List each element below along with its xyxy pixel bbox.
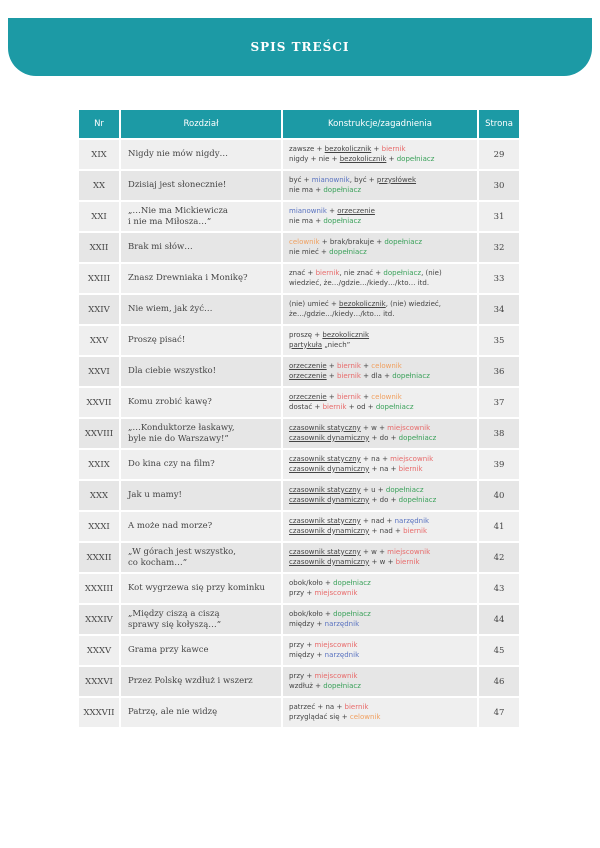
header-page: Strona <box>479 110 519 138</box>
construction-segment: orzeczenie <box>289 392 327 401</box>
page-number: 32 <box>479 233 519 262</box>
construction-line <box>289 217 477 227</box>
page-number: 35 <box>479 326 519 355</box>
header-nr: Nr <box>79 110 119 138</box>
construction-segment: przysłówek <box>376 175 417 184</box>
constructions-cell <box>283 295 477 324</box>
construction-segment: narzędnik <box>394 516 430 525</box>
construction-segment: + w + <box>360 423 388 432</box>
construction-line <box>289 341 477 351</box>
chapter-title-line: Kot wygrzewa się przy kominku <box>128 583 265 594</box>
construction-line <box>289 620 477 630</box>
construction-segment: czasownik dynamiczny <box>289 433 370 442</box>
construction-segment: biernik <box>398 464 423 473</box>
construction-segment: dopełniacz <box>329 247 367 256</box>
constructions-cell <box>283 698 477 727</box>
construction-line <box>289 279 477 289</box>
construction-segment: dopełniacz <box>398 495 437 504</box>
chapter-title-line: Brak mi słów… <box>128 242 193 253</box>
constructions-cell <box>283 512 477 541</box>
construction-segment: przyglądać się + <box>289 712 350 721</box>
construction-line <box>289 465 477 475</box>
chapter-title-line: i nie ma Miłosza…” <box>128 216 212 227</box>
construction-segment: czasownik dynamiczny <box>289 526 370 535</box>
construction-segment: + <box>360 361 372 370</box>
construction-segment: , (nie) wiedzieć, <box>385 299 441 308</box>
construction-segment: biernik <box>403 526 428 535</box>
construction-segment: + <box>326 361 337 370</box>
chapter-title-line: Grama przy kawce <box>128 645 209 656</box>
construction-segment: bezokolicznik <box>322 330 370 339</box>
construction-segment: dopełniacz <box>392 371 430 380</box>
construction-segment: miejscownik <box>314 640 358 649</box>
chapter-number: XXIV <box>79 295 119 324</box>
construction-segment: biernik <box>315 268 340 277</box>
construction-segment: biernik <box>337 361 361 370</box>
construction-segment: wiedzieć, że…/gdzie…/kiedy…/kto… itd. <box>289 278 430 287</box>
constructions-cell <box>283 419 477 448</box>
page-title: SPIS TREŚCI <box>250 40 350 54</box>
construction-segment: biernik <box>337 392 361 401</box>
construction-segment: partykuła <box>289 340 323 349</box>
table-row <box>79 512 519 541</box>
chapter-number: XXVIII <box>79 419 119 448</box>
construction-segment: bezokolicznik <box>339 154 387 163</box>
chapter-number: XXXII <box>79 543 119 572</box>
header-constructions: Konstrukcje/zagadnienia <box>283 110 477 138</box>
page-number: 41 <box>479 512 519 541</box>
table-row <box>79 388 519 417</box>
construction-segment: + <box>326 371 337 380</box>
construction-segment: + nad + <box>360 516 395 525</box>
construction-segment: + u + <box>360 485 386 494</box>
page-number: 29 <box>479 140 519 169</box>
chapter-number: XXV <box>79 326 119 355</box>
construction-segment: obok/koło + <box>289 609 334 618</box>
construction-line <box>289 269 477 279</box>
constructions-cell <box>283 543 477 572</box>
constructions-cell <box>283 357 477 386</box>
construction-segment: + do + <box>369 433 399 442</box>
chapter-title <box>121 481 281 510</box>
construction-line <box>289 703 477 713</box>
constructions-cell <box>283 326 477 355</box>
table-row <box>79 574 519 603</box>
table-header-row <box>79 110 519 138</box>
page-number: 34 <box>479 295 519 324</box>
construction-line <box>289 455 477 465</box>
construction-segment: czasownik dynamiczny <box>289 495 370 504</box>
page-number: 45 <box>479 636 519 665</box>
construction-segment: + do + <box>369 495 399 504</box>
table-of-contents <box>77 108 521 729</box>
construction-line <box>289 548 477 558</box>
chapter-title <box>121 264 281 293</box>
construction-segment: miejscownik <box>314 671 358 680</box>
table-row <box>79 140 519 169</box>
constructions-cell <box>283 264 477 293</box>
construction-segment: dostać + <box>289 402 323 411</box>
chapter-title <box>121 233 281 262</box>
construction-segment: celownik <box>349 712 381 721</box>
construction-segment: + nad + <box>369 526 404 535</box>
construction-segment: patrzeć + na + <box>289 702 345 711</box>
constructions-cell <box>283 574 477 603</box>
construction-segment: , (nie) <box>421 268 442 277</box>
construction-segment: dopełniacz <box>323 681 361 690</box>
construction-segment: celownik <box>371 361 402 370</box>
construction-segment: orzeczenie <box>289 371 327 380</box>
chapter-title-line: co kocham…” <box>128 557 188 568</box>
page-number: 39 <box>479 450 519 479</box>
chapter-title <box>121 574 281 603</box>
construction-segment: celownik <box>289 237 320 246</box>
construction-segment: obok/koło + <box>289 578 334 587</box>
construction-line <box>289 610 477 620</box>
construction-line <box>289 641 477 651</box>
construction-segment: , nie znać + <box>339 268 384 277</box>
page-number: 47 <box>479 698 519 727</box>
table-row <box>79 171 519 200</box>
chapter-title-line: Dla ciebie wszystko! <box>128 366 217 377</box>
constructions-cell <box>283 171 477 200</box>
construction-segment: czasownik statyczny <box>289 547 361 556</box>
construction-segment: + na + <box>369 464 399 473</box>
construction-line <box>289 713 477 723</box>
construction-segment: biernik <box>381 144 406 153</box>
construction-segment: nie ma + <box>289 216 324 225</box>
construction-segment: dopełniacz <box>323 216 362 225</box>
chapter-number: XXI <box>79 202 119 231</box>
table-row <box>79 667 519 696</box>
constructions-cell <box>283 667 477 696</box>
construction-segment: + brak/brakuje + <box>319 237 385 246</box>
page-number: 38 <box>479 419 519 448</box>
chapter-number: XIX <box>79 140 119 169</box>
construction-line <box>289 579 477 589</box>
construction-line <box>289 651 477 661</box>
chapter-title <box>121 512 281 541</box>
chapter-number: XXX <box>79 481 119 510</box>
chapter-number: XXVI <box>79 357 119 386</box>
constructions-cell <box>283 481 477 510</box>
chapter-number: XXIX <box>79 450 119 479</box>
construction-segment: dopełniacz <box>383 268 422 277</box>
construction-segment: czasownik statyczny <box>289 454 361 463</box>
chapter-number: XXXI <box>79 512 119 541</box>
construction-line <box>289 207 477 217</box>
chapter-title-line: „Między ciszą a ciszą <box>128 608 220 619</box>
chapter-title <box>121 326 281 355</box>
construction-segment: dopełniacz <box>396 154 435 163</box>
construction-segment: orzeczenie <box>337 206 375 215</box>
chapter-title-line: „…Nie ma Mickiewicza <box>128 205 229 216</box>
chapter-title-line: Do kina czy na film? <box>128 459 215 470</box>
construction-line <box>289 672 477 682</box>
construction-segment: przy + <box>289 671 315 680</box>
construction-line <box>289 558 477 568</box>
construction-line <box>289 403 477 413</box>
construction-segment: czasownik dynamiczny <box>289 464 370 473</box>
chapter-title-line: „…Konduktorze łaskawy, <box>128 422 235 433</box>
construction-segment: nie ma + <box>289 185 324 194</box>
page-number: 43 <box>479 574 519 603</box>
page-number: 31 <box>479 202 519 231</box>
construction-line <box>289 362 477 372</box>
chapter-title-line: Komu zrobić kawę? <box>128 397 212 408</box>
construction-segment: czasownik dynamiczny <box>289 557 370 566</box>
construction-line <box>289 424 477 434</box>
construction-segment: bezokolicznik <box>324 144 372 153</box>
construction-segment: + w + <box>360 547 388 556</box>
construction-segment: dopełniacz <box>333 609 371 618</box>
construction-segment: czasownik statyczny <box>289 485 361 494</box>
construction-segment: + <box>371 144 382 153</box>
construction-line <box>289 176 477 186</box>
construction-segment: miejscownik <box>390 454 434 463</box>
construction-segment: + od + <box>346 402 376 411</box>
construction-line <box>289 589 477 599</box>
chapter-number: XXVII <box>79 388 119 417</box>
page-number: 37 <box>479 388 519 417</box>
construction-segment: dopełniacz <box>323 185 362 194</box>
chapter-title-line: sprawy się kołyszą…” <box>128 619 222 630</box>
constructions-cell <box>283 605 477 634</box>
table-row <box>79 326 519 355</box>
page-number: 46 <box>479 667 519 696</box>
chapter-title <box>121 357 281 386</box>
construction-line <box>289 300 477 310</box>
chapter-title-line: byle nie do Warszawy!” <box>128 433 229 444</box>
construction-segment: znać + <box>289 268 316 277</box>
chapter-title-line: A może nad morze? <box>128 521 213 532</box>
construction-line <box>289 145 477 155</box>
chapter-title-line: Patrzę, ale nie widzę <box>128 707 218 718</box>
page-number: 40 <box>479 481 519 510</box>
table-row <box>79 202 519 231</box>
construction-line <box>289 496 477 506</box>
constructions-cell <box>283 450 477 479</box>
header-chapter: Rozdział <box>121 110 281 138</box>
construction-segment: + <box>386 154 397 163</box>
table-row <box>79 264 519 293</box>
table-row <box>79 233 519 262</box>
construction-segment: + <box>326 392 337 401</box>
construction-segment: orzeczenie <box>289 361 327 370</box>
construction-segment: + <box>326 206 338 215</box>
construction-line <box>289 155 477 165</box>
construction-segment: bezokolicznik <box>339 299 386 308</box>
chapter-number: XXXIII <box>79 574 119 603</box>
table-row <box>79 450 519 479</box>
header-banner <box>8 18 592 76</box>
page-number: 42 <box>479 543 519 572</box>
table-row <box>79 481 519 510</box>
table-row <box>79 636 519 665</box>
table-row <box>79 419 519 448</box>
construction-segment: zawsze + <box>289 144 325 153</box>
construction-segment: biernik <box>395 557 420 566</box>
construction-segment: miejscownik <box>387 423 431 432</box>
table-row <box>79 698 519 727</box>
chapter-number: XXXV <box>79 636 119 665</box>
construction-segment: przy + <box>289 588 315 597</box>
construction-segment: czasownik statyczny <box>289 423 361 432</box>
construction-line <box>289 393 477 403</box>
chapter-number: XXII <box>79 233 119 262</box>
construction-line <box>289 186 477 196</box>
chapter-title <box>121 667 281 696</box>
chapter-title-line: Dzisiaj jest słonecznie! <box>128 180 227 191</box>
construction-segment: dopełniacz <box>333 578 371 587</box>
chapter-title <box>121 636 281 665</box>
construction-segment: dopełniacz <box>398 433 437 442</box>
construction-line <box>289 527 477 537</box>
construction-line <box>289 310 477 320</box>
table-row <box>79 605 519 634</box>
construction-segment: przy + <box>289 640 315 649</box>
construction-segment: nigdy + nie + <box>289 154 340 163</box>
constructions-cell <box>283 388 477 417</box>
page-number: 44 <box>479 605 519 634</box>
construction-segment: miejscownik <box>314 588 358 597</box>
chapter-number: XXXVI <box>79 667 119 696</box>
page-number: 30 <box>479 171 519 200</box>
table-row <box>79 357 519 386</box>
construction-segment: dopełniacz <box>385 485 424 494</box>
construction-segment: dopełniacz <box>375 402 414 411</box>
constructions-cell <box>283 233 477 262</box>
construction-segment: biernik <box>344 702 369 711</box>
construction-segment: , być + <box>349 175 377 184</box>
constructions-cell <box>283 636 477 665</box>
construction-segment: mianownik <box>289 206 327 215</box>
chapter-title <box>121 419 281 448</box>
construction-segment: między + <box>289 650 325 659</box>
chapter-title-line: Proszę pisać! <box>128 335 186 346</box>
construction-line <box>289 238 477 248</box>
page-number: 33 <box>479 264 519 293</box>
construction-line <box>289 372 477 382</box>
construction-line <box>289 248 477 258</box>
construction-segment: nie mieć + <box>289 247 330 256</box>
construction-segment: proszę + <box>289 330 323 339</box>
constructions-cell <box>283 140 477 169</box>
chapter-title-line: Nigdy nie mów nigdy… <box>128 149 228 160</box>
construction-segment: + na + <box>360 454 391 463</box>
construction-segment: między + <box>289 619 325 628</box>
construction-segment: (nie) umieć + <box>289 299 340 308</box>
construction-segment: czasownik statyczny <box>289 516 361 525</box>
chapter-title <box>121 388 281 417</box>
construction-segment: dopełniacz <box>384 237 423 246</box>
construction-line <box>289 486 477 496</box>
chapter-number: XXXIV <box>79 605 119 634</box>
chapter-title <box>121 605 281 634</box>
chapter-title <box>121 140 281 169</box>
construction-segment: narzędnik <box>324 619 360 628</box>
chapter-title <box>121 450 281 479</box>
construction-segment: narzędnik <box>324 650 360 659</box>
page-number: 36 <box>479 357 519 386</box>
construction-segment: być + <box>289 175 312 184</box>
construction-segment: biernik <box>322 402 347 411</box>
construction-segment: „niech” <box>322 340 351 349</box>
construction-line <box>289 517 477 527</box>
construction-line <box>289 682 477 692</box>
table-body <box>79 140 519 727</box>
chapter-title <box>121 543 281 572</box>
construction-segment: miejscownik <box>387 547 431 556</box>
chapter-number: XXIII <box>79 264 119 293</box>
chapter-title <box>121 171 281 200</box>
chapter-title <box>121 202 281 231</box>
construction-line <box>289 331 477 341</box>
construction-segment: że…/gdzie…/kiedy…/kto… itd. <box>289 309 395 318</box>
chapter-title-line: Znasz Drewniaka i Monikę? <box>128 273 248 284</box>
chapter-title <box>121 295 281 324</box>
construction-segment: mianownik <box>311 175 350 184</box>
construction-segment: celownik <box>371 392 402 401</box>
table-row <box>79 543 519 572</box>
chapter-number: XXXVII <box>79 698 119 727</box>
chapter-title-line: „W górach jest wszystko, <box>128 546 236 557</box>
construction-segment: biernik <box>337 371 361 380</box>
chapter-title-line: Nie wiem, jak żyć… <box>128 304 213 315</box>
construction-segment: wzdłuż + <box>289 681 324 690</box>
constructions-cell <box>283 202 477 231</box>
table-row <box>79 295 519 324</box>
chapter-title-line: Przez Polskę wzdłuż i wszerz <box>128 676 253 687</box>
chapter-number: XX <box>79 171 119 200</box>
construction-line <box>289 434 477 444</box>
construction-segment: + w + <box>369 557 396 566</box>
construction-segment: + dla + <box>360 371 393 380</box>
chapter-title <box>121 698 281 727</box>
construction-segment: + <box>360 392 372 401</box>
chapter-title-line: Jak u mamy! <box>128 490 182 501</box>
